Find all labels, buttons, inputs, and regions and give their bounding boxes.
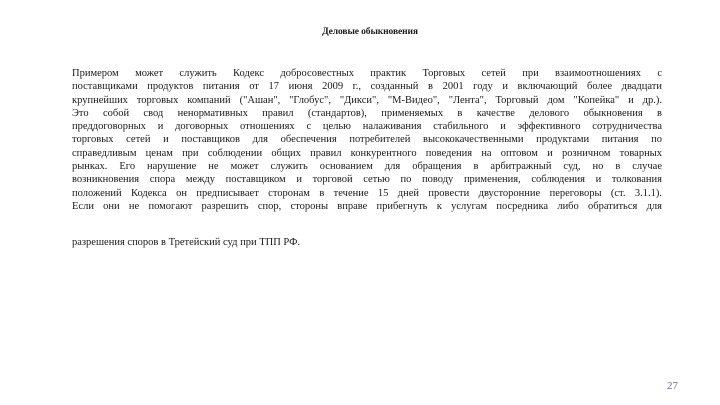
body-paragraph [72, 67, 662, 213]
paragraph-line: преддоговорных и договорных отношениях с целью налаживания стабильного и эффективного сотрудничества [72, 121, 662, 133]
paragraph-line: справедливым ценам при соблюдении общих правил конкурентного поведения на оптовом и розничном товарных [72, 147, 662, 159]
page-number: 27 [667, 380, 678, 392]
paragraph-line: Это собой свод ненормативных правил (стандартов), применяемых в качестве делового обыкновения в [72, 107, 662, 119]
paragraph-line: положений Кодекса он предписывает сторонам в течение 15 дней провести двусторонние переговоры (ст. 3.1.1). [72, 187, 662, 199]
paragraph-line: крупнейших торговых компаний ("Ашан", "Глобус", "Дикси", "М-Видео", "Лента", Торговый дом "Копейка" и др.). [72, 94, 662, 106]
paragraph-line: возникновения спора между поставщиком и торговой сетью по поводу применения, соблюдения и толкования [72, 174, 662, 186]
paragraph-line: рынках. Его нарушение не может служить основанием для обращения в арбитражный суд, но в случае [72, 161, 662, 173]
paragraph-line: торговых сетей и поставщиков для обеспечения потребителей высококачественными продуктами питания по [72, 134, 662, 146]
paragraph-last-line: разрешения споров в Третейский суд при ТПП РФ. [72, 237, 300, 248]
paragraph-line: Примером может служить Кодекс добросовестных практик Торговых сетей при взаимоотношениях с [72, 68, 662, 79]
paragraph-line: поставщиками продуктов питания от 17 июня 2009 г., созданный в 2001 году и включающий более двадцати [72, 81, 662, 93]
paragraph-line: Если они не помогают разрешить спор, стороны вправе прибегнуть к услугам посредника либо обратиться для [72, 200, 662, 212]
slide-title: Деловые обыкновения [322, 27, 418, 37]
